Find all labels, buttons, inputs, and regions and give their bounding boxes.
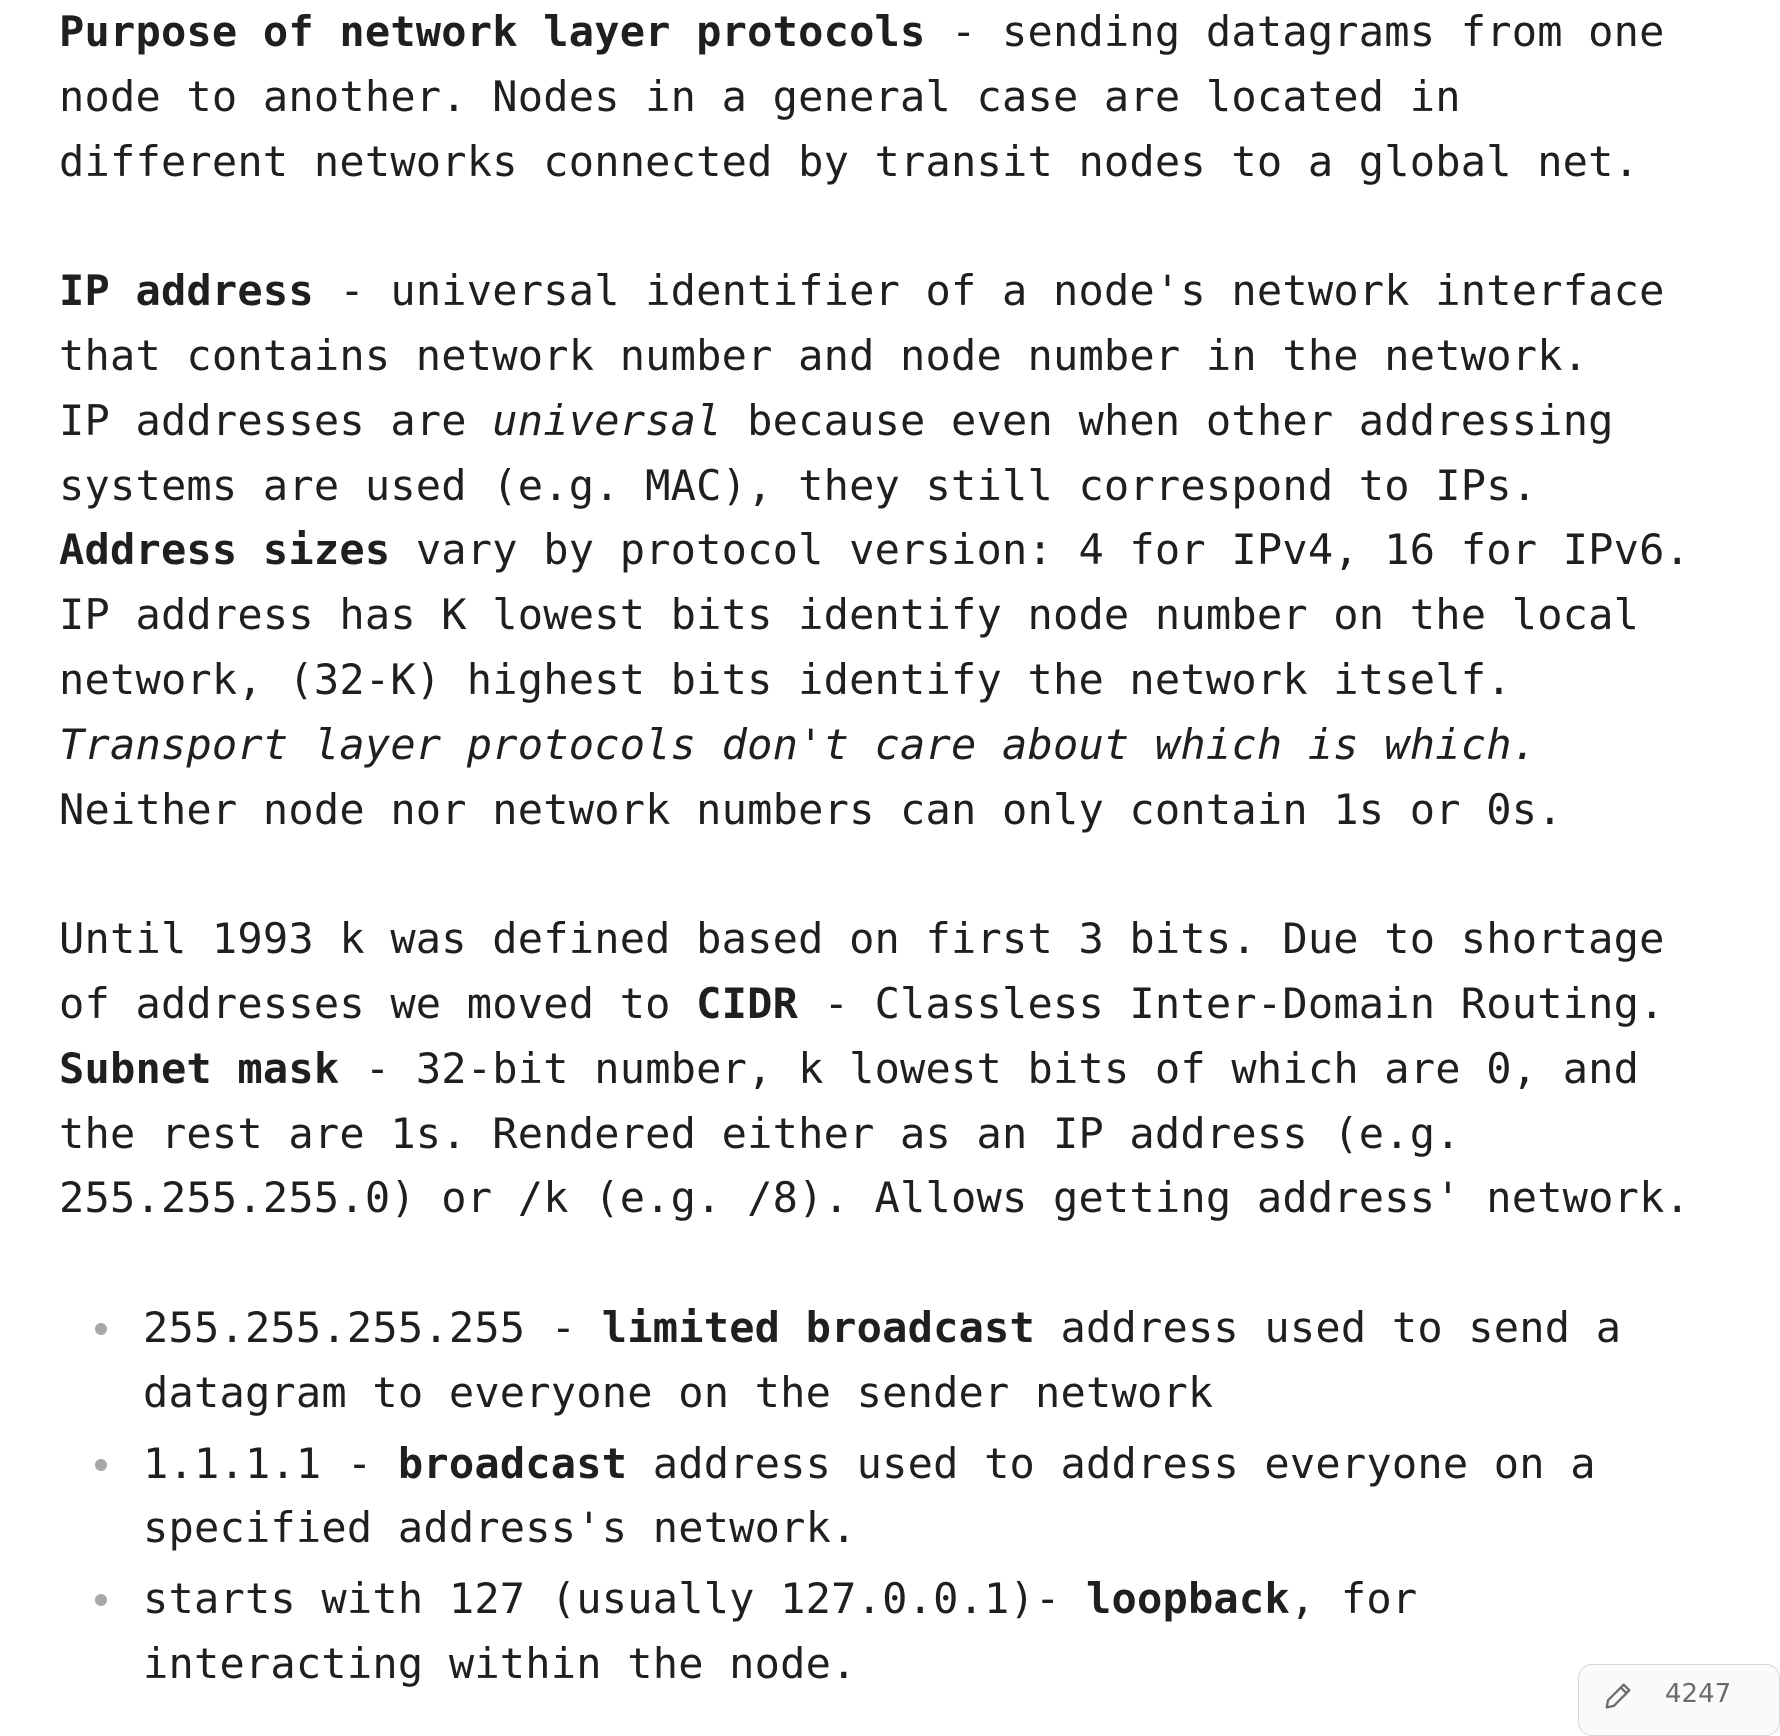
text-line: 255.255.255.0) or /k (e.g. /8). Allows getting address' network.	[59, 1173, 1691, 1223]
text-span: address used to address everyone on a	[627, 1438, 1596, 1488]
text-line	[59, 0, 1719, 65]
text-line	[143, 1296, 1719, 1361]
paragraph-network-layer	[59, 0, 1719, 194]
text-line	[59, 713, 1719, 778]
emphasis-universal: universal	[492, 395, 722, 445]
text-line	[143, 1432, 1719, 1497]
list-item	[59, 1296, 1719, 1426]
text-line: Until 1993 k was defined based on first 3 bits. Due to shortage	[59, 914, 1665, 964]
term-address-sizes: Address sizes	[59, 525, 391, 575]
text-span: - universal identifier of a node's network interface	[313, 266, 1665, 316]
text-line	[59, 518, 1719, 583]
paragraph-gap	[59, 1231, 1719, 1296]
bullet-dot-icon	[95, 1323, 107, 1335]
list-item	[59, 1432, 1719, 1562]
text-line: IP address has K lowest bits identify node number on the local	[59, 590, 1640, 640]
term-loopback: loopback	[1086, 1574, 1290, 1624]
text-line: systems are used (e.g. MAC), they still correspond to IPs.	[59, 460, 1538, 510]
text-line: the rest are 1s. Rendered either as an IP address (e.g.	[59, 1108, 1461, 1158]
paragraph-gap	[59, 842, 1719, 907]
text-span: - 32-bit number, k lowest bits of which are 0, and	[339, 1043, 1640, 1093]
text-span: 1.1.1.1 -	[143, 1438, 398, 1488]
term-broadcast: broadcast	[397, 1438, 628, 1488]
text-line: node to another. Nodes in a general case are located in	[59, 71, 1461, 121]
paragraph-gap	[59, 194, 1719, 259]
term-network-layer: Purpose of network layer protocols	[59, 7, 926, 56]
term-ip-address: IP address	[59, 266, 314, 316]
text-span: address used to send a	[1035, 1302, 1622, 1352]
text-span: of addresses we moved to	[59, 978, 697, 1028]
paragraph-ip-address	[59, 259, 1719, 842]
bullet-dot-icon	[95, 1594, 107, 1606]
text-span: , for	[1289, 1574, 1418, 1624]
bullet-dot-icon	[95, 1459, 107, 1471]
list-item	[59, 1567, 1719, 1697]
text-line	[59, 972, 1719, 1037]
text-line: network, (32-K) highest bits identify the network itself.	[59, 654, 1512, 704]
text-line: specified address's network.	[143, 1503, 857, 1553]
paragraph-cidr	[59, 907, 1719, 1231]
text-span: 255.255.255.255 -	[143, 1302, 602, 1352]
text-line: interacting within the node.	[143, 1638, 857, 1688]
document-body	[59, 0, 1719, 1703]
text-line	[143, 1567, 1719, 1632]
term-cidr: CIDR	[696, 978, 799, 1028]
text-span: IP addresses are	[59, 395, 493, 445]
term-subnet-mask: Subnet mask	[59, 1043, 340, 1093]
text-line: different networks connected by transit nodes to a global net.	[59, 136, 1640, 186]
text-line: Neither node nor network numbers can only contain 1s or 0s.	[59, 784, 1563, 834]
text-span: because even when other addressing	[721, 395, 1614, 445]
text-line	[59, 1037, 1719, 1102]
text-line: that contains network number and node number in the network.	[59, 330, 1589, 380]
text-line	[59, 259, 1719, 324]
text-span: - Classless Inter-Domain Routing.	[798, 978, 1665, 1028]
term-limited-broadcast: limited broadcast	[601, 1302, 1036, 1352]
word-count-value: 4247	[1665, 1679, 1732, 1709]
text-span: - sending datagrams from one	[925, 7, 1665, 56]
word-count-button[interactable]	[1578, 1664, 1780, 1736]
text-line: datagram to everyone on the sender network	[143, 1367, 1214, 1417]
text-line	[59, 389, 1719, 454]
special-addresses-list	[59, 1296, 1719, 1697]
pencil-icon	[1601, 1679, 1635, 1713]
text-span: starts with 127 (usually 127.0.0.1)-	[143, 1574, 1086, 1624]
emphasis-transport-note: Transport layer protocols don't care about which is which.	[59, 719, 1538, 769]
text-span: vary by protocol version: 4 for IPv4, 16 for IPv6.	[390, 525, 1691, 575]
